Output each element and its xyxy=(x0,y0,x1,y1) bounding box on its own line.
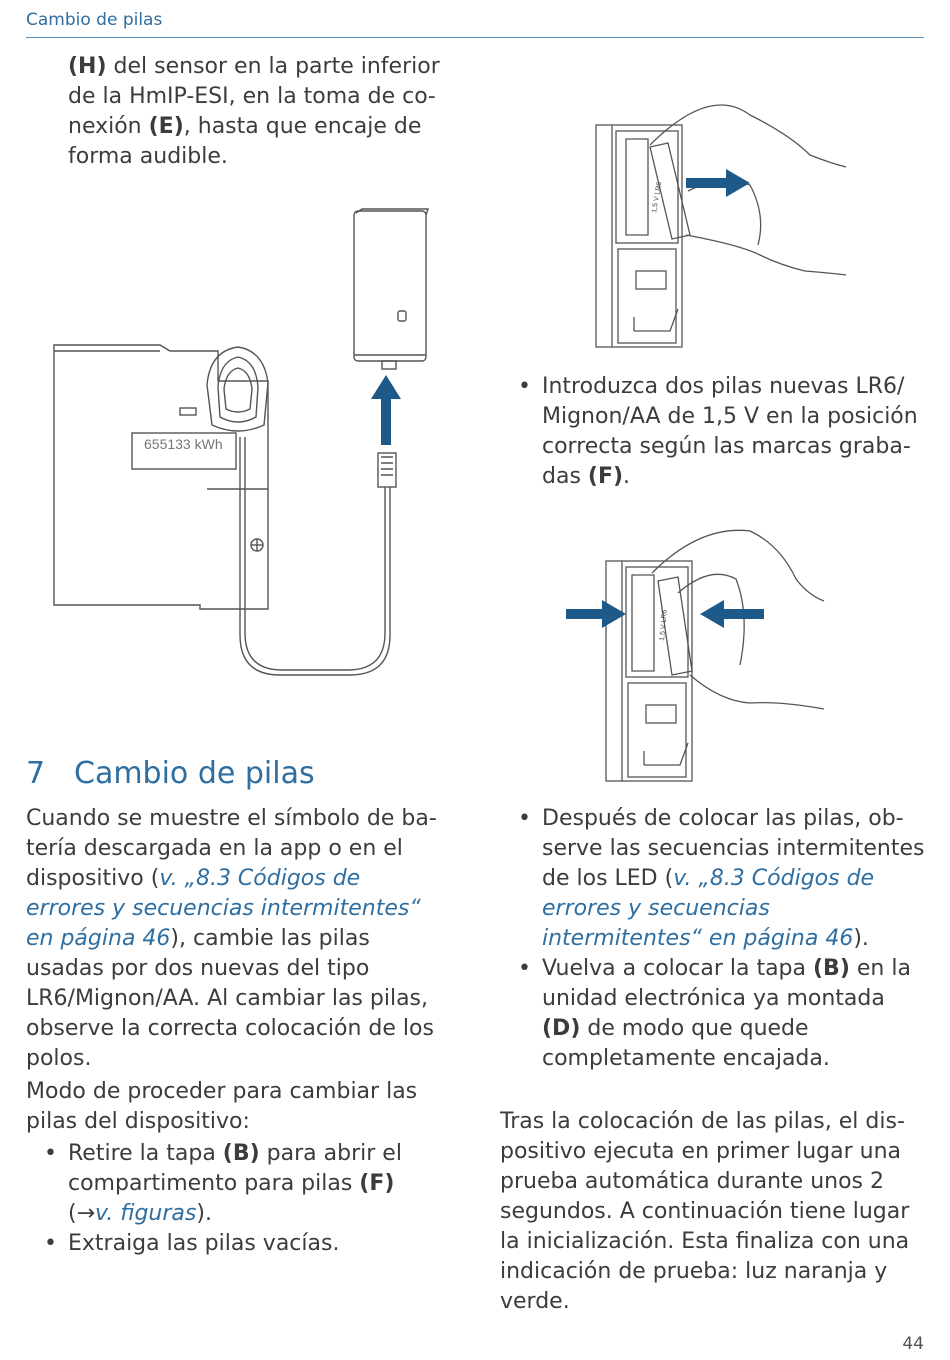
label-f: (F) xyxy=(587,464,624,489)
label-b: (B) xyxy=(813,956,850,981)
right-arrow-icon xyxy=(686,169,750,197)
section-number: 7 xyxy=(26,756,46,791)
step1-text-4: ). xyxy=(196,1201,212,1226)
up-arrow-icon xyxy=(371,375,401,445)
intro-text-2: , hasta que encaje de forma audible. xyxy=(68,114,422,169)
running-header: Cambio de pilas xyxy=(26,10,163,30)
meter-sensor-figure xyxy=(50,205,470,685)
list-item xyxy=(500,954,925,1074)
label-f: (F) xyxy=(359,1171,395,1196)
insert-text-2: . xyxy=(623,464,631,489)
left-arrow-icon xyxy=(700,600,764,628)
header-rule xyxy=(26,37,924,38)
list-item xyxy=(26,1139,446,1229)
rstep2-text-1: Vuelva a colocar la tapa xyxy=(542,956,813,981)
paragraph-procedure: Modo de proceder para cambiar las pilas del dispositivo: xyxy=(26,1079,418,1134)
para1-text-1: Cuando se muestre el símbolo de batería descargada en la app o en el dispositivo ( xyxy=(26,806,437,891)
step1-text-1: Retire la tapa xyxy=(68,1141,223,1166)
battery-insert-figure xyxy=(560,525,830,785)
paragraph-self-test: Tras la colocación de las pilas, el dispositivo ejecuta en primer lugar una prueba automática durante unos 2 segundos. A continuación tiene lugar la inicialización. Esta finaliza con una indicación de prueba: luz naranja y verde. xyxy=(500,1109,910,1314)
insert-step-text xyxy=(500,372,930,492)
right-arrow-icon xyxy=(566,600,626,628)
meter-reading: 655133 kWh xyxy=(144,436,223,452)
battery-label-2: 1,5 V LR6 xyxy=(659,609,669,642)
label-d: (D) xyxy=(542,1016,581,1041)
battery-remove-figure xyxy=(590,95,850,355)
steps-left xyxy=(26,1139,446,1259)
figures-link[interactable]: v. figuras xyxy=(95,1201,197,1226)
para1-text-2: ), cambie las pilas usadas por dos nuevas del tipo LR6/Mignon/AA. Al cambiar las pilas, observe la correcta colocación de los polos. xyxy=(26,926,434,1071)
steps-right xyxy=(500,804,925,1074)
insert-text-1: Introduzca dos pilas nuevas LR6/ Mignon/AA de 1,5 V en la posición correcta según las marcas grabadas xyxy=(542,374,918,489)
label-e: (E) xyxy=(148,114,184,139)
page-number: 44 xyxy=(902,1334,924,1354)
intro-step-text xyxy=(68,52,443,172)
rstep1-text-2: ). xyxy=(853,926,869,951)
rstep1-text-1: Después de colocar las pilas, observe las secuencias intermitentes de los LED ( xyxy=(542,806,925,891)
cross-reference-link[interactable]: v. „8.3 Códigos de errores y secuencias intermitentes“ en página 46 xyxy=(542,866,875,951)
section-heading xyxy=(26,756,315,791)
label-b: (B) xyxy=(222,1141,260,1166)
list-item xyxy=(500,372,930,492)
list-item: • Extraiga las pilas vacías. xyxy=(26,1229,446,1259)
section-title: Cambio de pilas xyxy=(74,756,315,791)
step1-text-2: para abrir el compartimento para pilas xyxy=(68,1141,402,1196)
intro-text-1: del sensor en la parte inferior de la HmIP-ESI, en la toma de conexión xyxy=(68,54,440,139)
battery-label-1: 1,5 V LR6 xyxy=(651,181,664,214)
rstep2-text-2: en la unidad electrónica ya montada xyxy=(542,956,911,1011)
step1-text-3: (→ xyxy=(68,1201,96,1226)
paragraph-intro xyxy=(26,804,441,1074)
label-h: (H) xyxy=(68,54,107,79)
cross-reference-link[interactable]: v. „8.3 Códigos de errores y secuencias intermitentes“ en página 46 xyxy=(26,866,421,951)
rstep2-text-3: de modo que quede completamente encajada. xyxy=(542,1016,830,1071)
list-item xyxy=(500,804,925,954)
